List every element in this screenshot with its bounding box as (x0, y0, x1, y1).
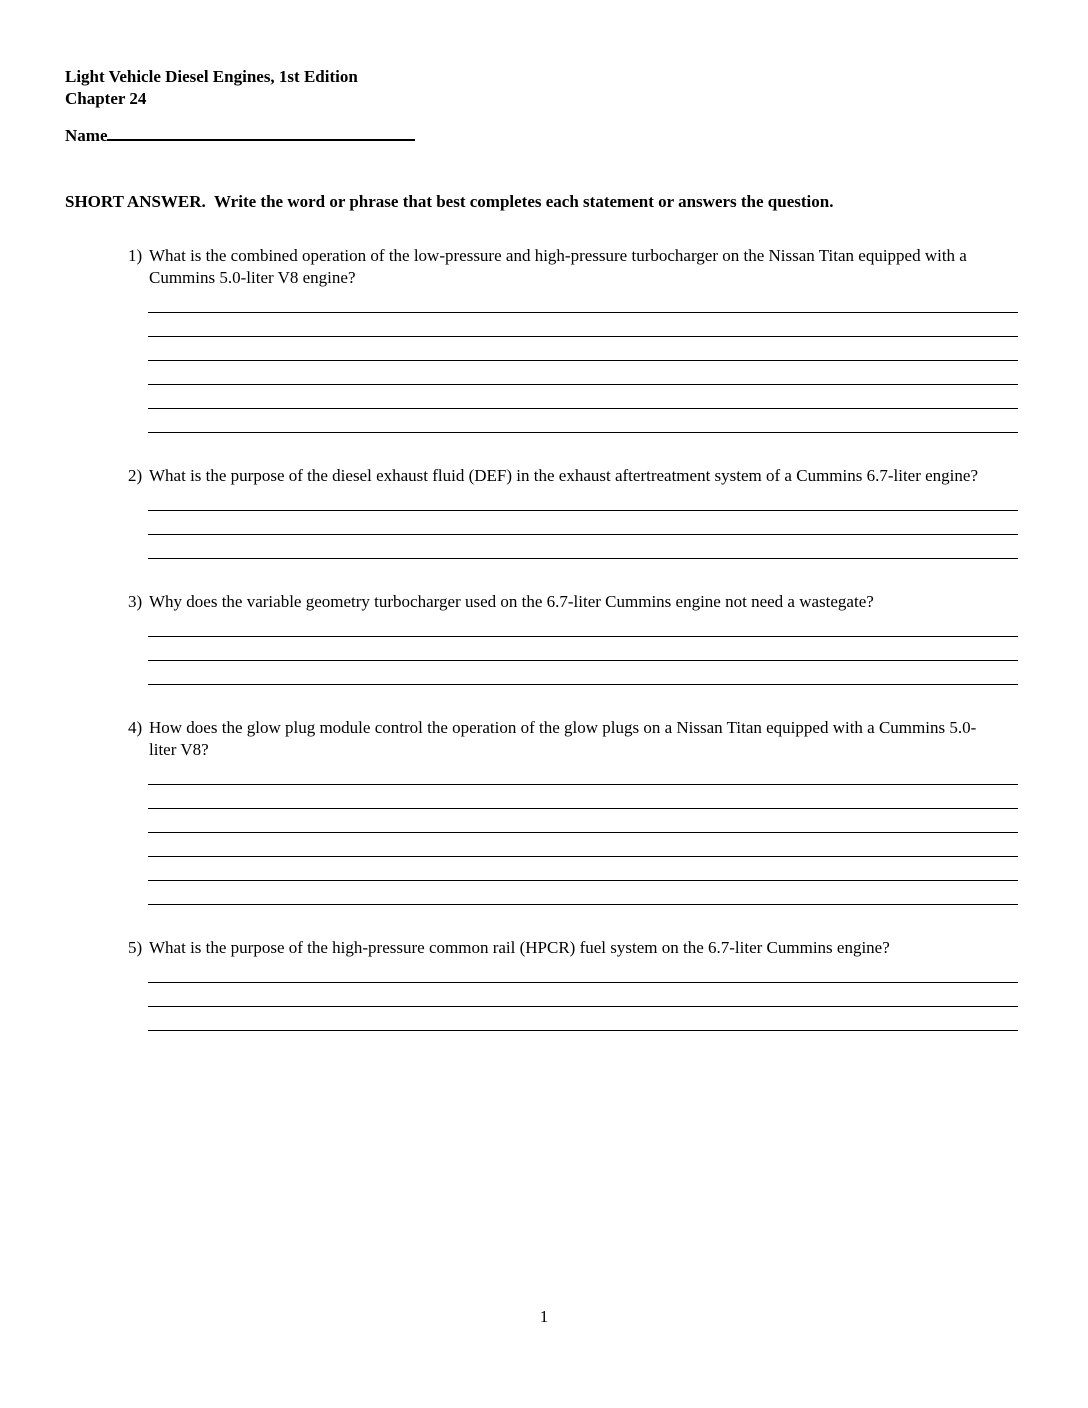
question-text: How does the glow plug module control the operation of the glow plugs on a Nissan Titan equipped with a Cummins 5.0-liter V8? (149, 718, 977, 759)
answer-line (148, 1007, 1018, 1031)
answer-line (148, 535, 1018, 559)
questions-list (65, 245, 1023, 1031)
question-item (65, 465, 1023, 559)
answer-line (148, 833, 1018, 857)
question-text: What is the purpose of the diesel exhaust fluid (DEF) in the exhaust aftertreatment system of a Cummins 6.7-liter engine? (149, 466, 978, 485)
name-blank-line (107, 122, 415, 141)
question-item (65, 717, 1023, 905)
answer-line (148, 785, 1018, 809)
question-row (128, 591, 1023, 613)
answer-line (148, 409, 1018, 433)
question-number: 1) (128, 246, 143, 265)
answer-line (148, 983, 1018, 1007)
answer-lines (148, 613, 1018, 685)
answer-line (148, 637, 1018, 661)
question-number: 4) (128, 718, 143, 737)
document-header (65, 66, 1023, 110)
answer-line (148, 613, 1018, 637)
question-item (65, 591, 1023, 685)
answer-line (148, 959, 1018, 983)
question-number: 2) (128, 466, 143, 485)
question-row (128, 465, 1023, 487)
book-title: Light Vehicle Diesel Engines, 1st Edition (65, 67, 358, 86)
answer-lines (148, 959, 1018, 1031)
answer-lines (148, 487, 1018, 559)
answer-line (148, 661, 1018, 685)
question-row (128, 245, 1023, 289)
answer-line (148, 361, 1018, 385)
answer-line (148, 337, 1018, 361)
answer-line (148, 881, 1018, 905)
name-label: Name (65, 126, 108, 145)
question-row (128, 937, 1023, 959)
answer-line (148, 289, 1018, 313)
question-number: 5) (128, 938, 143, 957)
answer-line (148, 487, 1018, 511)
answer-line (148, 385, 1018, 409)
answer-lines (148, 289, 1018, 433)
chapter-title: Chapter 24 (65, 89, 147, 108)
answer-line (148, 511, 1018, 535)
page-number: 1 (539, 1307, 549, 1326)
question-item (65, 937, 1023, 1031)
question-row (128, 717, 1023, 761)
instructions-heading: SHORT ANSWER. Write the word or phrase that best completes each statement or answers the question. (65, 192, 834, 211)
answer-lines (148, 761, 1018, 905)
answer-line (148, 857, 1018, 881)
question-text: What is the purpose of the high-pressure common rail (HPCR) fuel system on the 6.7-liter Cummins engine? (149, 938, 890, 957)
answer-line (148, 809, 1018, 833)
question-item (65, 245, 1023, 433)
question-text: Why does the variable geometry turbocharger used on the 6.7-liter Cummins engine not need a wastegate? (149, 592, 874, 611)
question-text: What is the combined operation of the low-pressure and high-pressure turbocharger on the Nissan Titan equipped with a Cummins 5.0-liter V8 engine? (149, 246, 967, 287)
answer-line (148, 761, 1018, 785)
question-number: 3) (128, 592, 143, 611)
answer-line (148, 313, 1018, 337)
name-row (65, 122, 1023, 147)
